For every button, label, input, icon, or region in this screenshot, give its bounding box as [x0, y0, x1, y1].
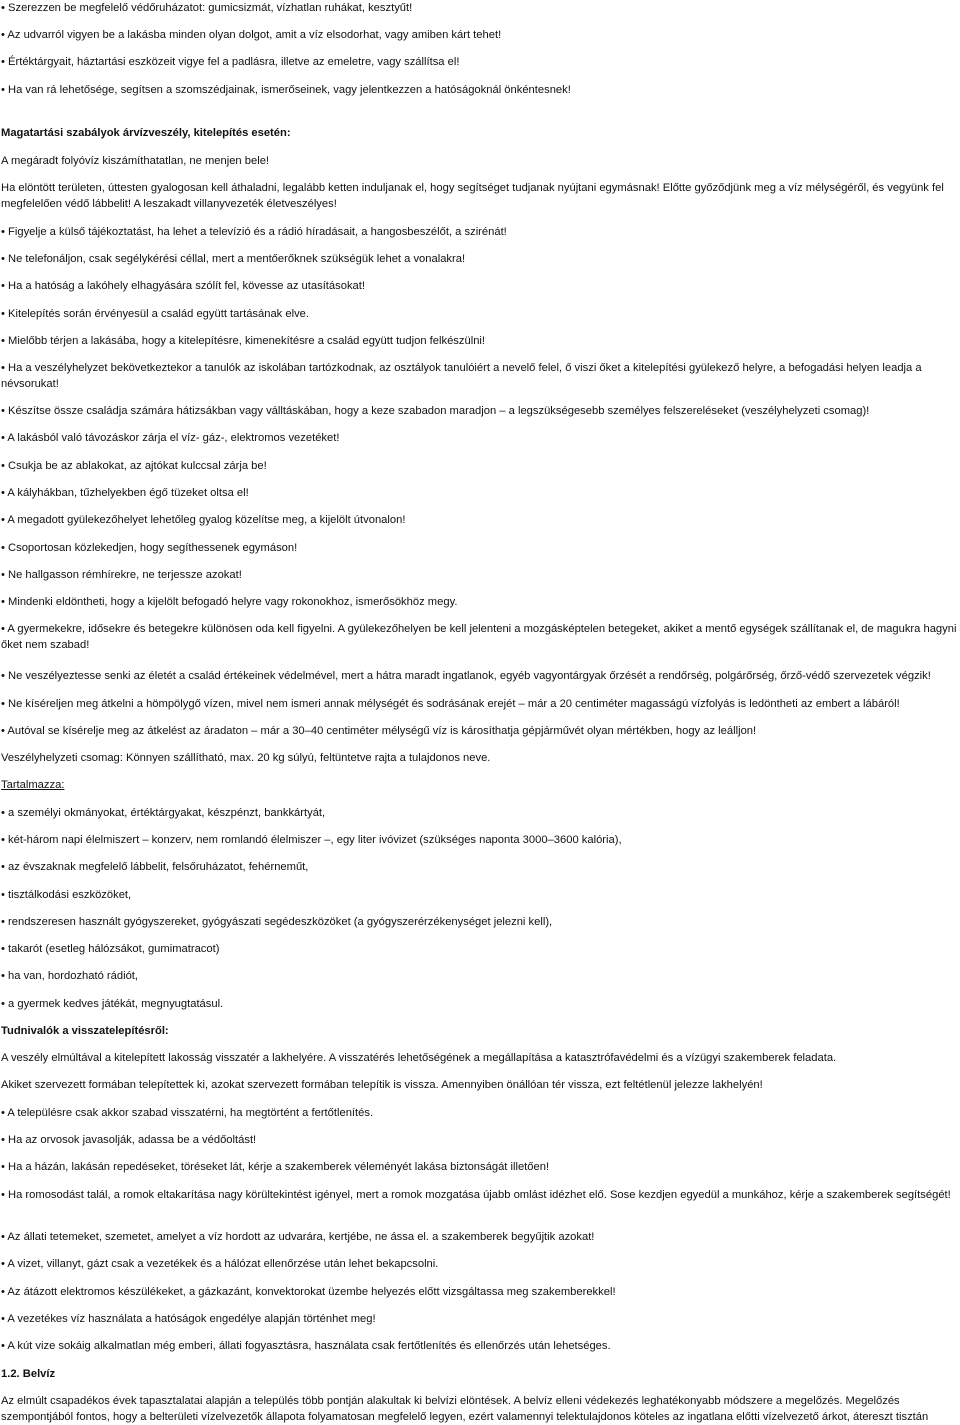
paragraph: A megáradt folyóvíz kiszámíthatatlan, ne menjen bele!: [1, 155, 270, 167]
list-item: • A kút vize sokáig alkalmatlan még emberi, állati fogyasztásra, használata csak fertőtlenítés és ellenőrzés után lehetséges.: [1, 1340, 611, 1352]
list-item: • Mielőbb térjen a lakásába, hogy a kitelepítésre, kimenekítésre a család együtt tudjon felkészülni!: [1, 335, 486, 347]
list-item: • takarót (esetleg hálózsákot, gumimatracot): [1, 943, 220, 955]
list-item: • tisztálkodási eszközöket,: [1, 889, 132, 901]
list-item: • a személyi okmányokat, értéktárgyakat, készpénzt, bankkártyát,: [1, 807, 326, 819]
contents-label-text: Tartalmazza:: [1, 779, 65, 791]
list-item: • Értéktárgyait, háztartási eszközeit vigye fel a padlásra, illetve az emeletre, vagy szállítsa el!: [1, 56, 460, 68]
list-item: • Ha a házán, lakásán repedéseket, töréseket lát, kérje a szakemberek véleményét lakása biztonságát illetően!: [1, 1161, 550, 1173]
list-item: • Az udvarról vigyen be a lakásba minden olyan dolgot, amit a víz elsodorhat, vagy amiben kárt tehet!: [1, 29, 502, 41]
section-heading-belviz: 1.2. Belvíz: [1, 1368, 56, 1380]
paragraph: Az elmúlt csapadékos évek tapasztalatai alapján a település több pontján alakultak ki belvízi elöntések. A belvíz elleni védekezés leghatékonyabb módszere a megelőzés. Megelőzés szempontjából fontos, hogy a belterületi vízelvezetők állapota folyamatosan megfelelő legyen, ezért valamennyi telektulajdonos köteles az ingatlana előtti vízelvezető árkot, átereszt tisztán: [1, 1395, 929, 1423]
list-item: • Csoportosan közlekedjen, hogy segíthessenek egymáson!: [1, 542, 298, 554]
list-item: • Csukja be az ablakokat, az ajtókat kulccsal zárja be!: [1, 460, 267, 472]
list-item: • Ha romosodást talál, a romok eltakarítása nagy körültekintést igényel, mert a romok mozgatása újabb omlást idézhet elő. Sose kezdjen egyedül a munkához, kérje a szakemberek segítségét!: [1, 1189, 951, 1201]
list-item: • A vizet, villanyt, gázt csak a vezetékek és a hálózat ellenőrzése után lehet bekapcsolni.: [1, 1258, 439, 1270]
list-item: • A gyermekekre, idősekre és betegekre különösen oda kell figyelni. A gyülekezőhelyen be kell jelenteni a mozgásképtelen betegeket, akiket a mentő egységek szállítanak el, de magukra hagyni őket nem szabad!: [1, 623, 957, 651]
list-item: • Kitelepítés során érvényesül a család együtt tartásának elve.: [1, 308, 310, 320]
list-item: • két-három napi élelmiszert – konzerv, nem romlandó élelmiszer –, egy liter ivóvizet (szükséges naponta 3000–3600 kalória),: [1, 834, 622, 846]
list-item: • A vezetékes víz használata a hatóságok engedélye alapján történhet meg!: [1, 1313, 376, 1325]
list-item: • Ha van rá lehetősége, segítsen a szomszédjainak, ismerőseinek, vagy jelentkezzen a hatóságoknál önkéntesnek!: [1, 84, 571, 96]
list-item: • Készítse össze családja számára hátizsákban vagy válltáskában, hogy a keze szabadon maradjon – a legszükségesebb személyes felszereléseket (veszélyhelyzeti csomag)!: [1, 405, 870, 417]
list-item: • az évszaknak megfelelő lábbelit, felsőruházatot, fehérneműt,: [1, 861, 309, 873]
section-heading-resettlement: Tudnivalók a visszatelepítésről:: [1, 1025, 169, 1037]
paragraph: Veszélyhelyzeti csomag: Könnyen szállítható, max. 20 kg súlyú, feltüntetve rajta a tulajdonos neve.: [1, 752, 491, 764]
list-item: • Ne veszélyeztesse senki az életét a család értékeinek védelmével, mert a hátra maradt ingatlanok, egyéb vagyontárgyak őrzését a rendőrség, polgárőrség, őrző-védő szervezetek végzik!: [1, 670, 931, 682]
paragraph: Ha elöntött területen, úttesten gyalogosan kell áthaladni, legalább ketten induljanak el, hogy segítséget tudjanak nyújtani egymásnak! Előtte győződjünk meg a víz mélységéről, és vegyünk fel megfelelően védő lábbelit! A leszakadt villanyvezeték életveszélyes!: [1, 182, 944, 210]
list-item: • Szerezzen be megfelelő védőruházatot: gumicsizmát, vízhatlan ruhákat, kesztyűt!: [1, 2, 413, 14]
list-item: • Figyelje a külső tájékoztatást, ha lehet a televízió és a rádió híradásait, a hangosbeszélőt, a szirénát!: [1, 226, 507, 238]
list-item: • Ne kíséreljen meg átkelni a hömpölygő vízen, mivel nem ismeri annak mélységét és sodrásának erejét – már a 20 centiméter magasságú vízfolyás is ledöntheti az embert a lábáról!: [1, 698, 900, 710]
list-item: • Ha az orvosok javasolják, adassa be a védőoltást!: [1, 1134, 257, 1146]
list-item: • Ne telefonáljon, csak segélykérési céllal, mert a mentőerőknek szükségük lehet a vonalakra!: [1, 253, 466, 265]
list-item: • Az állati tetemeket, szemetet, amelyet a víz hordott az udvarára, kertjébe, ne ássa el. a szakemberek begyűjtik azokat!: [1, 1231, 595, 1243]
contents-label: [1, 777, 959, 793]
list-item: • Ne hallgasson rémhírekre, ne terjessze azokat!: [1, 569, 242, 581]
list-item: • rendszeresen használt gyógyszereket, gyógyászati segédeszközöket (a gyógyszerérzékenységet jelezni kell),: [1, 916, 553, 928]
paragraph: Akiket szervezett formában telepítettek ki, azokat szervezett formában telepítik is vissza. Amennyiben önállóan tér vissza, ezt feltétlenül jelezze lakhelyén!: [1, 1079, 763, 1091]
list-item: • ha van, hordozható rádiót,: [1, 970, 139, 982]
section-heading-evacuation: Magatartási szabályok árvízveszély, kitelepítés esetén:: [1, 127, 291, 139]
list-item: • A megadott gyülekezőhelyet lehetőleg gyalog közelítse meg, a kijelölt útvonalon!: [1, 514, 406, 526]
list-item: • A kályhákban, tűzhelyekben égő tüzeket oltsa el!: [1, 487, 249, 499]
list-item: • A településre csak akkor szabad visszatérni, ha megtörtént a fertőtlenítés.: [1, 1107, 374, 1119]
list-item: • A lakásból való távozáskor zárja el víz- gáz-, elektromos vezetéket!: [1, 432, 340, 444]
list-item: • Ha a hatóság a lakóhely elhagyására szólít fel, kövesse az utasításokat!: [1, 280, 365, 292]
paragraph: A veszély elmúltával a kitelepített lakosság visszatér a lakhelyére. A visszatérés lehetőségének a megállapítása a katasztrófavédelmi és a vízügyi szakemberek feladata.: [1, 1052, 837, 1064]
list-item: • Mindenki eldöntheti, hogy a kijelölt befogadó helyre vagy rokonokhoz, ismerősökhöz megy.: [1, 596, 458, 608]
list-item: • Ha a veszélyhelyzet bekövetkeztekor a tanulók az iskolában tartózkodnak, az osztályok tanulóiért a nevelő felel, ő viszi őket a kitelepítési gyülekező helyre, a befogadási helyen leadja a névsorukat!: [1, 362, 922, 390]
list-item: • a gyermek kedves játékát, megnyugtatásul.: [1, 998, 224, 1010]
list-item: • Az átázott elektromos készülékeket, a gázkazánt, konvektorokat üzembe helyezés előtt vizsgáltassa meg szakemberekkel!: [1, 1286, 616, 1298]
list-item: • Autóval se kísérelje meg az átkelést az áradaton – már a 30–40 centiméter mélységű víz is károsíthatja gépjárművét olyan mértékben, hogy az leálljon!: [1, 725, 757, 737]
